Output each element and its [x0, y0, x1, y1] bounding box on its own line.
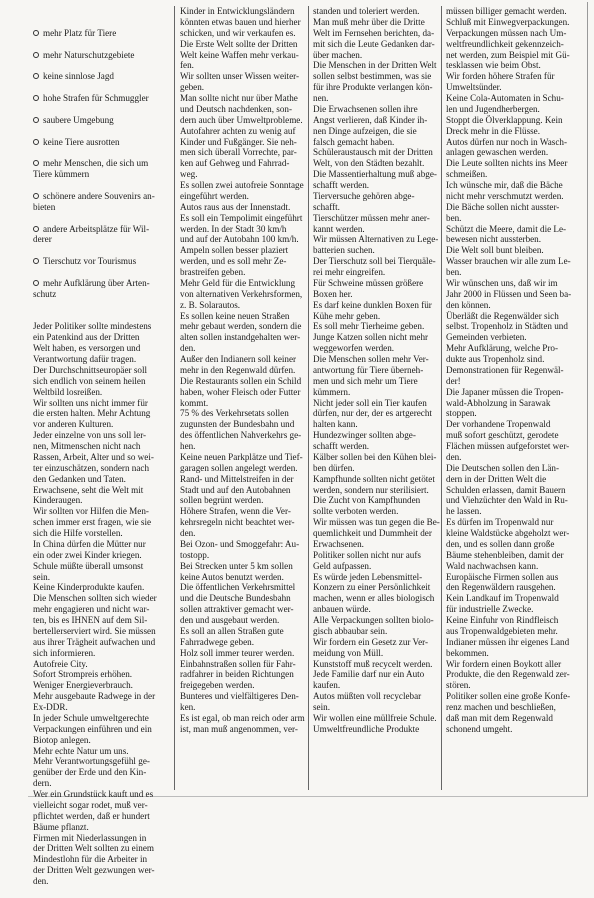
- checklist-item-label: hohe Strafen für Schmuggler: [43, 93, 149, 103]
- circle-bullet-icon[interactable]: [33, 193, 39, 199]
- circle-bullet-icon[interactable]: [33, 160, 39, 166]
- circle-bullet-icon[interactable]: [33, 73, 39, 79]
- circle-bullet-icon[interactable]: [33, 258, 39, 264]
- checklist-item[interactable]: [33, 224, 165, 246]
- checklist-item[interactable]: [33, 50, 165, 61]
- checklist-item[interactable]: [33, 93, 165, 104]
- checklist-item-label: mehr Menschen, die sich um Tiere kümmern: [33, 158, 149, 180]
- column-4-text: müssen billiger gemacht werden. Schluß mit Einwegverpackungen. Verpackungen müssen nach Um- weltfreundlichkeit gekennzeich- net werden, zum Beispiel mit Gü- tesklassen wie beim Obst. Wir forden höhere Strafen für Umweltsünder. Keine Cola-Automaten in Schu- len und Jugendherbergen. Stoppt die Ölverklappung. Kein Dreck mehr in die Flüsse. Autos dürfen nur noch in Wasch- anlagen gewaschen werden. Die Leute sollten nichts ins Meer schmeißen. Ich wünsche mir, daß die Bäche nicht mehr verschmutzt werden. Die Bäche sollen nicht ausster- ben. Schützt die Meere, damit die Le- bewesen nicht aussterben. Die Welt soll bunt bleiben. Wasser brauchen wir alle zum Le- ben. Wir wünschen uns, daß wir im Jahr 2000 in Flüssen und Seen ba- den können. Überläßt die Regenwälder sich selbst. Tropenholz in Städten und Gemeinden verbieten. Mehr Aufklärung, welche Pro- dukte aus Tropenholz sind. Demonstrationen für Regenwäl- der! Die Japaner müssen die Tropen- wald-Abholzung in Sarawak stoppen. Der vorhandene Tropenwald muß sofort geschützt, gerodete Flächen müssen aufgeforstet wer- den. Die Deutschen sollen den Län- dern in der Dritten Welt die Schulden erlassen, damit Bauern und Viehzüchter den Wald in Ru- he lassen. Es dürfen im Tropenwald nur kleine Waldstücke abgeholzt wer- den, und es sollen dann große Bäume stehenbleiben, damit der Wald nachwachsen kann. Europäische Firmen sollen aus den Regenwäldern rausgehen. Kein Landkauf im Tropenwald für industrielle Zwecke. Keine Einfuhr von Rindfleisch aus Tropenwaldgebieten mehr. Indianer müssen ihr eigenes Land bekommen. Wir fordern einen Boykott aller Produkte, die den Regenwald zer- stören. Politiker sollen eine große Konfe- renz machen und beschließen, daß man mit dem Regenwald schonend umgeht.: [446, 6, 572, 734]
- checklist-item[interactable]: [33, 158, 165, 180]
- checklist-item[interactable]: [33, 256, 165, 267]
- checklist-item[interactable]: [33, 71, 165, 82]
- checklist: [33, 17, 165, 311]
- circle-bullet-icon[interactable]: [33, 117, 39, 123]
- circle-bullet-icon[interactable]: [33, 139, 39, 145]
- checklist-item[interactable]: [33, 115, 165, 126]
- column-divider: [308, 6, 309, 790]
- checklist-item[interactable]: [33, 278, 165, 300]
- checklist-item[interactable]: [33, 28, 165, 39]
- checklist-item-label: mehr Platz für Tiere: [43, 27, 117, 38]
- column-2-text: Kinder in Entwicklungsländern könnten etwas bauen und hierher schicken, und wir verkaufen es. Die Erste Welt sollte der Dritten Welt keine Waffen mehr verkau- fen. Wir sollten unser Wissen weiter- geben. Man sollte nicht nur über Mathe und Deutsch nachdenken, son- dern auch über Umweltprobleme. Autofahrer achten zu wenig auf Kinder und Fußgänger. Sie neh- men sich überall Vorrechte, par- ken auf Gehweg und Fahrrad- weg. Es sollen zwei autofreie Sonntage eingeführt werden. Autos raus aus der Innenstadt. Es soll ein Tempolimit eingeführt werden. In der Stadt 30 km/h und auf der Autobahn 100 km/h. Ampeln sollen besser plaziert werden, und es soll mehr Ze- brastreifen geben. Mehr Geld für die Entwicklung von alternativen Verkehrsformen, z. B. Solarautos. Es sollen keine neuen Straßen mehr gebaut werden, sondern die alten sollen instandgehalten wer- den. Außer den Indianern soll keiner mehr in den Regenwald dürfen. Die Restaurants sollen ein Schild haben, woher Fleisch oder Futter kommt. 75 % des Verkehrsetats sollen zugunsten der Bundesbahn und des öffentlichen Nahverkehrs ge- hen. Keine neuen Parkplätze und Tief- garagen sollen angelegt werden. Rand- und Mittelstreifen in der Stadt und auf den Autobahnen sollen begrünt werden. Höhere Strafen, wenn die Ver- kehrsregeln nicht beachtet wer- den. Bei Ozon- und Smoggefahr: Au- tostopp. Bei Strecken unter 5 km sollen keine Autos benutzt werden. Die öffentlichen Verkehrsmittel und die Deutsche Bundesbahn sollen attraktiver gemacht wer- den und ausgebaut werden. Es soll an allen Straßen gute Fahrradwege geben. Holz soll immer teurer werden. Einbahnstraßen sollen für Fahr- radfahrer in beiden Richtungen freigegeben werden. Bunteres und vielfältigeres Den- ken. Es ist egal, ob man reich oder arm ist, man muß angenommen, ver-: [180, 6, 305, 734]
- circle-bullet-icon[interactable]: [33, 95, 39, 101]
- checklist-item-label: Tierschutz vor Tourismus: [43, 256, 137, 267]
- checklist-item-label: andere Arbeitsplätze für Wil- derer: [33, 223, 150, 245]
- column-divider: [174, 6, 175, 790]
- circle-bullet-icon[interactable]: [33, 30, 39, 36]
- checklist-item-label: keine Tiere ausrotten: [43, 136, 120, 147]
- circle-bullet-icon[interactable]: [33, 280, 39, 286]
- checklist-item[interactable]: [33, 191, 165, 213]
- circle-bullet-icon[interactable]: [33, 52, 39, 58]
- checklist-item-label: mehr Naturschutzgebiete: [43, 49, 135, 60]
- checklist-item-label: schönere andere Souvenirs an- bieten: [33, 190, 155, 212]
- checklist-item-label: keine sinnlose Jagd: [43, 71, 114, 82]
- checklist-item-label: saubere Umgebung: [43, 114, 114, 125]
- column-1: [33, 6, 165, 886]
- column-1-text: Jeder Politiker sollte mindestens ein Patenkind aus der Dritten Welt haben, es versorgen und Verantwortung dafür tragen. Der Durchschnittseuropäer soll sich endlich von seinem heilen Weltbild losreißen. Wir sollten uns nicht immer für die ersten halten. Mehr Achtung vor anderen Kulturen. Jeder einzelne von uns soll ler- nen, Mitmenschen nicht nach Rassen, Arbeit, Alter und so wei- ter einzuschätzen, sondern nach den Gedanken und Taten. Erwachsene, seht die Welt mit Kinderaugen. Wir sollten vor Hilfen die Men- schen immer erst fragen, wie sie sich die Hilfe vorstellen. In China dürfen die Mütter nur ein oder zwei Kinder kriegen. Schule müßte überall umsonst sein. Keine Kinderprodukte kaufen. Die Menschen sollten sich wieder mehr engagieren und nicht war- ten, bis es IHNEN auf dem Sil- bertellerserviert wird. Sie müssen aus ihrer Trägheit aufwachen und sich informieren. Autofreie City. Sofort Strompreis erhöhen. Weniger Energieverbrauch. Mehr ausgebaute Radwege in der Ex-DDR. In jeder Schule umweltgerechte Verpackungen einführen und ein Biotop anlegen. Mehr echte Natur um uns. Mehr Verantwortungsgefühl ge- genüber der Erde und den Kin- dern. Wer ein Grundstück kauft und es vielleicht sogar rodet, muß ver- pflichtet werden, daß er hundert Bäume pflanzt. Firmen mit Niederlassungen in der Dritten Welt sollten zu einem Mindestlohn für die Arbeiter in der Dritten Welt gezwungen wer- den.: [33, 321, 157, 886]
- column-3-text: standen und toleriert werden. Man muß mehr über die Dritte Welt im Fernsehen berichten, da- mit sich die Leute Gedanken dar- über machen. Die Menschen in der Dritten Welt sollen selbst bestimmen, was sie für ihre Produkte verlangen kön- nen. Die Erwachsenen sollen ihre Angst verlieren, daß Kinder ih- nen Dinge aufzeigen, die sie falsch gemacht haben. Schüleraustausch mit der Dritten Welt, von den Städten bezahlt. Die Massentierhaltung muß abge- schafft werden. Tierversuche gehören abge- schafft. Tierschützer müssen mehr aner- kannt werden. Wir müssen Alternativen zu Lege- batterien suchen. Der Tierschutz soll bei Tierquäle- rei mehr eingreifen. Für Schweine müssen größere Boxen her. Es darf keine dunklen Boxen für Kühe mehr geben. Es soll mehr Tierheime geben. Junge Katzen sollen nicht mehr weggeworfen werden. Die Menschen sollen mehr Ver- antwortung für Tiere überneh- men und sich mehr um Tiere kümmern. Nicht jeder soll ein Tier kaufen dürfen, nur der, der es artgerecht halten kann. Hundezwinger sollten abge- schafft werden. Kälber sollen bei den Kühen blei- ben dürfen. Kampfhunde sollten nicht getötet werden, sondern nur sterilisiert. Die Zucht von Kampfhunden sollte verboten werden. Wir müssen was tun gegen die Be- quemlichkeit und Dummheit der Erwachsenen. Politiker sollen nicht nur aufs Geld aufpassen. Es würde jeden Lebensmittel- Konzern zu einer Persönlichkeit machen, wenn er alles biologisch anbauen würde. Alle Verpackungen sollten biolo- gisch abbaubar sein. Wir fordern ein Gesetz zur Ver- meidung von Müll. Kunststoff muß recycelt werden. Jede Familie darf nur ein Auto kaufen. Autos müßten voll recyclebar sein. Wir wollen eine müllfreie Schule. Umweltfreundliche Produkte: [313, 6, 440, 734]
- column-divider: [441, 6, 442, 790]
- checklist-item-label: mehr Aufklärung über Arten- schutz: [33, 277, 150, 299]
- circle-bullet-icon[interactable]: [33, 226, 39, 232]
- checklist-item[interactable]: [33, 137, 165, 148]
